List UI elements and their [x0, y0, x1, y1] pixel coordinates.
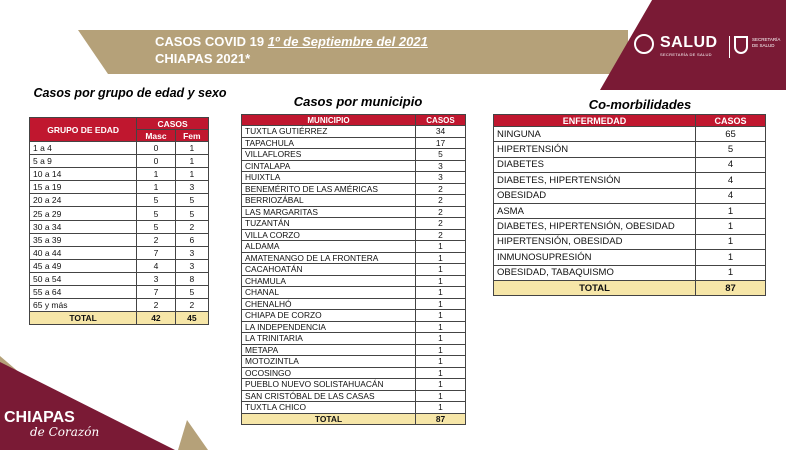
header-casos: CASOS	[696, 115, 766, 127]
table-row	[242, 206, 466, 218]
table-row	[494, 250, 766, 265]
row-value: 1	[416, 321, 466, 333]
row-label: LAS MARGARITAS	[242, 206, 416, 218]
table-row	[242, 287, 466, 299]
row-label: 45 a 49	[30, 259, 137, 272]
header-title	[155, 33, 428, 67]
row-label: MOTOZINTLA	[242, 356, 416, 368]
row-label: 5 a 9	[30, 155, 137, 168]
table-row	[242, 264, 466, 276]
table-row	[242, 321, 466, 333]
table-row	[494, 127, 766, 142]
row-value: 3	[175, 181, 208, 194]
row-label: TUZANTÁN	[242, 218, 416, 230]
table-row	[494, 265, 766, 280]
table-row	[242, 195, 466, 207]
header-fem: Fem	[175, 130, 208, 142]
table-row	[494, 157, 766, 172]
row-label: 20 a 24	[30, 194, 137, 207]
row-value: 3	[137, 272, 175, 285]
table-row	[30, 168, 209, 181]
row-label: ASMA	[494, 203, 696, 218]
row-label: HIPERTENSIÓN	[494, 142, 696, 157]
row-label: 15 a 19	[30, 181, 137, 194]
table-row	[494, 142, 766, 157]
row-value: 65	[696, 127, 766, 142]
row-value: 17	[416, 137, 466, 149]
row-value: 3	[175, 259, 208, 272]
total-fem: 45	[175, 312, 208, 325]
header-grupo: GRUPO DE EDAD	[30, 118, 137, 142]
row-label: HUIXTLA	[242, 172, 416, 184]
salud-logo	[634, 34, 782, 62]
row-label: 25 a 29	[30, 207, 137, 220]
table-row	[242, 333, 466, 345]
row-label: OBESIDAD	[494, 188, 696, 203]
row-label: DIABETES	[494, 157, 696, 172]
eagle-seal-icon	[634, 34, 654, 54]
row-label: AMATENANGO DE LA FRONTERA	[242, 252, 416, 264]
row-value: 1	[416, 379, 466, 391]
row-value: 5	[696, 142, 766, 157]
table-row	[30, 155, 209, 168]
secretaria-logo-text: SECRETARÍA DE SALUD	[752, 37, 781, 48]
table-row	[242, 252, 466, 264]
corazon-logo-text: de Corazón	[30, 425, 100, 439]
row-label: CHIAPA DE CORZO	[242, 310, 416, 322]
title-prefix: CASOS COVID 19	[155, 34, 268, 49]
row-value: 34	[416, 126, 466, 138]
row-label: 40 a 44	[30, 246, 137, 259]
header-masc: Masc	[137, 130, 175, 142]
row-value: 1	[416, 310, 466, 322]
row-value: 5	[137, 207, 175, 220]
bottom-gold-accent	[178, 420, 208, 450]
row-value: 5	[416, 149, 466, 161]
total-label: TOTAL	[494, 280, 696, 295]
header-casos: CASOS	[416, 115, 466, 126]
comorbilidades-section-title: Co-morbilidades	[588, 97, 692, 112]
table-row	[30, 194, 209, 207]
table-row	[242, 183, 466, 195]
municipio-table	[241, 114, 466, 425]
logo-divider	[729, 36, 730, 58]
comorbilidades-table-body	[494, 127, 766, 281]
salud-logo-subtext: SECRETARÍA DE SALUD	[660, 52, 712, 57]
row-value: 4	[696, 157, 766, 172]
row-value: 5	[137, 220, 175, 233]
table-row	[242, 356, 466, 368]
table-row	[30, 286, 209, 299]
row-value: 1	[416, 298, 466, 310]
row-value: 6	[175, 233, 208, 246]
table-row	[494, 173, 766, 188]
row-label: 1 a 4	[30, 142, 137, 155]
row-label: OBESIDAD, TABAQUISMO	[494, 265, 696, 280]
table-row	[494, 219, 766, 234]
row-value: 5	[137, 194, 175, 207]
row-value: 1	[416, 275, 466, 287]
table-row	[242, 344, 466, 356]
row-value: 7	[137, 246, 175, 259]
table-row	[242, 310, 466, 322]
table-row	[30, 207, 209, 220]
row-value: 1	[175, 168, 208, 181]
row-value: 1	[416, 252, 466, 264]
total-casos: 87	[696, 280, 766, 295]
table-row	[242, 298, 466, 310]
row-value: 1	[416, 390, 466, 402]
row-value: 2	[416, 195, 466, 207]
row-label: INMUNOSUPRESIÓN	[494, 250, 696, 265]
row-value: 1	[175, 155, 208, 168]
table-row	[494, 188, 766, 203]
row-label: CINTALAPA	[242, 160, 416, 172]
row-label: ALDAMA	[242, 241, 416, 253]
row-value: 1	[416, 241, 466, 253]
table-row	[30, 272, 209, 285]
row-value: 1	[137, 181, 175, 194]
title-date: 1º de Septiembre del 2021	[267, 34, 428, 49]
row-label: LA TRINITARIA	[242, 333, 416, 345]
row-value: 2	[175, 299, 208, 312]
row-label: METAPA	[242, 344, 416, 356]
table-row	[30, 299, 209, 312]
row-value: 1	[416, 287, 466, 299]
salud-logo-text: SALUD	[660, 34, 718, 51]
row-value: 1	[137, 168, 175, 181]
row-value: 1	[416, 333, 466, 345]
row-label: DIABETES, HIPERTENSIÓN	[494, 173, 696, 188]
row-label: 10 a 14	[30, 168, 137, 181]
row-label: TUXTLA GUTIÉRREZ	[242, 126, 416, 138]
row-label: HIPERTENSIÓN, OBESIDAD	[494, 234, 696, 249]
table-row	[30, 259, 209, 272]
row-value: 1	[696, 203, 766, 218]
row-value: 8	[175, 272, 208, 285]
row-label: 55 a 64	[30, 286, 137, 299]
row-label: VILLA CORZO	[242, 229, 416, 241]
table-row	[242, 218, 466, 230]
total-label: TOTAL	[30, 312, 137, 325]
total-casos: 87	[416, 413, 466, 425]
table-row	[242, 390, 466, 402]
row-value: 3	[416, 172, 466, 184]
table-row	[30, 142, 209, 155]
table-row	[242, 137, 466, 149]
table-row	[30, 246, 209, 259]
municipio-table-body	[242, 126, 466, 414]
row-value: 1	[416, 264, 466, 276]
row-value: 1	[696, 234, 766, 249]
edad-table	[29, 117, 209, 325]
table-row	[242, 379, 466, 391]
edad-section-title: Casos por grupo de edad y sexo	[33, 86, 227, 100]
row-value: 1	[175, 142, 208, 155]
row-value: 2	[416, 229, 466, 241]
row-label: CHENALHÓ	[242, 298, 416, 310]
header-enfermedad: ENFERMEDAD	[494, 115, 696, 127]
row-label: TUXTLA CHICO	[242, 402, 416, 414]
header-municipio: MUNICIPIO	[242, 115, 416, 126]
row-label: BERRIOZÁBAL	[242, 195, 416, 207]
row-value: 7	[137, 286, 175, 299]
table-row	[242, 229, 466, 241]
row-value: 2	[175, 220, 208, 233]
row-value: 3	[175, 246, 208, 259]
municipio-total-row	[242, 413, 466, 425]
row-value: 1	[416, 367, 466, 379]
edad-table-body	[30, 142, 209, 312]
table-row	[242, 160, 466, 172]
table-row	[242, 367, 466, 379]
row-label: BENEMÉRITO DE LAS AMÉRICAS	[242, 183, 416, 195]
row-label: SAN CRISTÓBAL DE LAS CASAS	[242, 390, 416, 402]
chiapas-logo-text: CHIAPAS	[4, 409, 75, 426]
table-row	[30, 233, 209, 246]
row-value: 5	[175, 207, 208, 220]
row-label: NINGUNA	[494, 127, 696, 142]
row-value: 0	[137, 155, 175, 168]
table-row	[242, 172, 466, 184]
row-label: OCOSINGO	[242, 367, 416, 379]
row-value: 1	[696, 219, 766, 234]
row-label: CACAHOATÁN	[242, 264, 416, 276]
row-label: TAPACHULA	[242, 137, 416, 149]
row-value: 2	[416, 183, 466, 195]
table-row	[242, 126, 466, 138]
row-value: 5	[175, 286, 208, 299]
row-value: 1	[696, 265, 766, 280]
row-value: 2	[416, 206, 466, 218]
row-label: DIABETES, HIPERTENSIÓN, OBESIDAD	[494, 219, 696, 234]
table-row	[30, 181, 209, 194]
row-label: 50 a 54	[30, 272, 137, 285]
row-label: VILLAFLORES	[242, 149, 416, 161]
row-value: 2	[416, 218, 466, 230]
comorbilidades-total-row	[494, 280, 766, 295]
table-row	[242, 241, 466, 253]
header-casos: CASOS	[137, 118, 209, 130]
table-row	[242, 149, 466, 161]
row-value: 5	[175, 194, 208, 207]
row-value: 1	[416, 356, 466, 368]
comorbilidades-table	[493, 114, 766, 296]
header-subtitle: CHIAPAS 2021*	[155, 51, 251, 66]
row-value: 3	[416, 160, 466, 172]
table-row	[30, 220, 209, 233]
row-value: 4	[696, 188, 766, 203]
row-label: CHAMULA	[242, 275, 416, 287]
edad-total-row	[30, 312, 209, 325]
row-value: 2	[137, 233, 175, 246]
row-label: 30 a 34	[30, 220, 137, 233]
total-label: TOTAL	[242, 413, 416, 425]
total-masc: 42	[137, 312, 175, 325]
table-row	[242, 275, 466, 287]
row-value: 4	[696, 173, 766, 188]
row-label: 65 y más	[30, 299, 137, 312]
table-row	[494, 203, 766, 218]
row-value: 0	[137, 142, 175, 155]
shield-icon	[734, 36, 748, 54]
table-row	[242, 402, 466, 414]
municipio-section-title: Casos por municipio	[293, 94, 423, 109]
row-label: PUEBLO NUEVO SOLISTAHUACÁN	[242, 379, 416, 391]
table-row	[494, 234, 766, 249]
row-label: 35 a 39	[30, 233, 137, 246]
row-label: CHANAL	[242, 287, 416, 299]
row-value: 1	[416, 402, 466, 414]
row-value: 2	[137, 299, 175, 312]
row-value: 1	[696, 250, 766, 265]
row-value: 4	[137, 259, 175, 272]
row-value: 1	[416, 344, 466, 356]
row-label: LA INDEPENDENCIA	[242, 321, 416, 333]
